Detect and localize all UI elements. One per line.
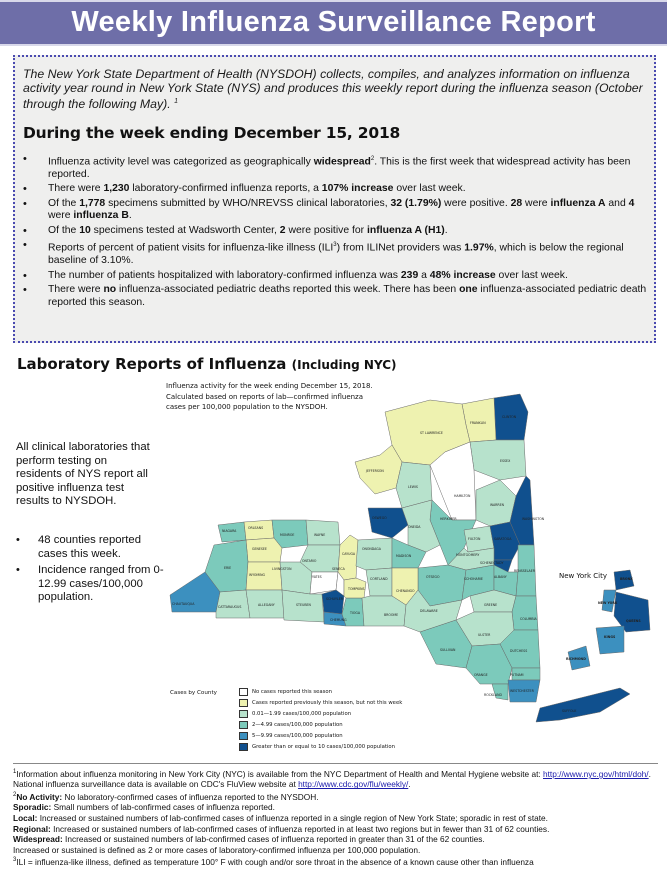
map-label-genesee: GENESEE: [252, 547, 267, 551]
legend-swatch: [239, 721, 248, 729]
intro-text: The New York State Department of Health (NYSDOH) collects, compiles, and analyzes information on influenza activity year round in New York State (NYS) and produces this weekly report during the influenza season (October through the following May).: [23, 67, 643, 112]
map-label-fulton: FULTON: [468, 537, 481, 541]
map-label-chemung: CHEMUNG: [330, 618, 347, 622]
map-label-cayuga: CAYUGA: [342, 552, 356, 556]
map-label-cortland: CORTLAND: [370, 577, 388, 581]
map-label-hamilton: HAMILTON: [454, 494, 471, 498]
map-label-schoharie: SCHOHARIE: [464, 577, 483, 581]
legend-swatch: [239, 688, 248, 696]
lab-reports-subtitle: (Including NYC): [291, 358, 397, 372]
map-label-broome: BROOME: [384, 613, 399, 617]
bullet-activity-level: • Influenza activity level was categorized as geographically widespread$^2$. This is the first week that widespread activity has been reported.: [23, 153, 648, 182]
map-label-ulster: ULSTER: [478, 633, 491, 637]
county-kings: [596, 626, 624, 654]
map-label-cattaraugus: CATTARAUGUS: [218, 605, 242, 609]
intro-footnote-mark: 1: [174, 98, 178, 105]
map-label-dutchess: DUTCHESS: [510, 649, 528, 653]
legend-title: Cases by County: [170, 690, 217, 696]
weekly-summary-box: [13, 55, 656, 343]
map-label-franklin: FRANKLIN: [470, 421, 486, 425]
footnote-ili: $^3$ILI = influenza-like illness, defined as temperature 100° F with cough and/or sore throat in the absence of a known cause other than influenza: [13, 857, 534, 868]
map-caption-line: Influenza activity for the week ending December 15, 2018.: [166, 382, 373, 390]
map-label-queens: QUEENS: [626, 619, 641, 623]
legend-swatch: [239, 732, 248, 740]
summary-bullets: [23, 153, 648, 311]
county-onondaga: [356, 538, 392, 570]
cdc-fluview-link[interactable]: http://www.cdc.gov/flu/weekly/: [298, 779, 409, 790]
map-label-stlawrence: ST LAWRENCE: [420, 431, 443, 435]
map-label-warren: WARREN: [490, 503, 504, 507]
map-label-lewis: LEWIS: [408, 485, 418, 489]
map-label-washington: WASHINGTON: [522, 517, 545, 521]
left-panel-list: [16, 534, 166, 608]
map-label-bronx: BRONX: [620, 577, 633, 581]
map-label-erie: ERIE: [224, 566, 232, 570]
footnote-1: $^1$Information about influenza monitoring in New York City (NYC) is available from the NYC Department of Health and Mental Hygiene website at: http://www.nyc.gov/html/doh/. National influenza surveillance data is available on CDC's FluView website at http://www.cdc.gov/flu/weekly/.: [13, 768, 651, 790]
bullet-ilinet: • Reports of percent of patient visits for influenza-like illness (ILI$^3$) from ILINet providers was 1.97%, which is below the regional baseline of 3.10%.: [23, 239, 648, 268]
county-columbia: [512, 596, 538, 630]
footnote-local: Local: Increased or sustained numbers of lab-confirmed cases of influenza reported in a single region of New York State; sporadic in rest of state.: [13, 812, 548, 823]
map-label-wayne: WAYNE: [314, 533, 326, 537]
map-label-richmond: RICHMOND: [566, 657, 586, 661]
legend-item: No cases reported this season: [239, 686, 402, 697]
legend-item: 5—9.99 cases/100,000 population: [239, 730, 402, 741]
map-label-chenango: CHENANGO: [396, 589, 415, 593]
legend-item: 2—4.99 cases/100,000 population: [239, 719, 402, 730]
map-label-orange: ORANGE: [474, 673, 488, 677]
county-rockland: [492, 684, 508, 700]
county-cortland: [366, 568, 392, 596]
bullet-specimens: • Of the 1,778 specimens submitted by WHO/NREVSS clinical laboratories, 32 (1.79%) were positive. 28 were influenza A and 4 were influenza B.: [23, 198, 648, 223]
footnote-sporadic: Sporadic: Small numbers of lab-confirmed cases of influenza reported.: [13, 802, 275, 813]
map-label-albany: ALBANY: [494, 575, 507, 579]
nyc-doh-link[interactable]: http://www.nyc.gov/html/doh/: [543, 768, 649, 779]
legend-item: Greater than or equal to 10 cases/100,000 population: [239, 741, 402, 752]
map-label-allegany: ALLEGANY: [258, 603, 275, 607]
map-legend: [239, 686, 402, 752]
legend-swatch: [239, 743, 248, 751]
county-queens: [614, 592, 650, 632]
map-label-orleans: ORLEANS: [248, 526, 264, 530]
map-label-westchester: WESTCHESTER: [510, 689, 534, 693]
map-label-yates: YATES: [312, 575, 322, 579]
map-label-livingston: LIVINGSTON: [272, 567, 292, 571]
legend-item: Cases reported previously this season, but not this week: [239, 697, 402, 708]
county-oswego: [368, 508, 408, 538]
map-label-steuben: STEUBEN: [296, 603, 311, 607]
map-label-schuyler: SCHUYLER: [326, 597, 343, 601]
report-banner: [0, 0, 667, 46]
map-label-rensselaer: RENSSELAER: [514, 569, 535, 573]
legend-item: 0.01—1.99 cases/100,000 population: [239, 708, 402, 719]
bullet-pediatric-deaths: • There were no influenza-associated pediatric deaths reported this week. There has been one influenza-associated pediatric death reported this season.: [23, 284, 648, 309]
map-caption-line: cases per 100,000 population to the NYSDOH.: [166, 403, 328, 411]
ny-county-map: [165, 390, 655, 730]
county-cayuga: [338, 535, 358, 580]
map-label-oneida: ONEIDA: [408, 525, 421, 529]
map-label-sullivan: SULLIVAN: [440, 648, 456, 652]
footnote-sustained: Increased or sustained is defined as 2 or more cases of laboratory-confirmed influenza per 100,000 population.: [13, 844, 421, 855]
legend-swatch: [239, 699, 248, 707]
map-label-schenectady: SCHENECTADY: [480, 561, 504, 565]
map-label-clinton: CLINTON: [502, 415, 517, 419]
map-caption-line: Calculated based on reports of lab—confirmed influenza: [166, 392, 364, 401]
footnote-widespread: Widespread: Increased or sustained numbers of lab-confirmed cases of influenza reported in greater than 31 of the 62 counties.: [13, 834, 485, 845]
nyc-inset-label: New York City: [559, 572, 607, 580]
map-label-saratoga: SARATOGA: [494, 537, 512, 541]
map-label-greene: GREENE: [484, 603, 498, 607]
left-panel-text: All clinical laboratories that perform testing on residents of NYS report all positive influenza test results to NYSDOH.: [16, 441, 150, 508]
map-label-montgomery: MONTGOMERY: [456, 553, 480, 557]
map-label-kings: KINGS: [604, 635, 616, 639]
map-label-otsego: OTSEGO: [426, 575, 440, 579]
map-label-tompkins: TOMPKINS: [348, 587, 365, 591]
map-label-wyoming: WYOMING: [249, 573, 265, 577]
map-label-essex: ESSEX: [500, 459, 511, 463]
week-heading: During the week ending December 15, 2018: [23, 124, 401, 142]
map-label-oswego: OSWEGO: [372, 516, 387, 520]
footnotes: [13, 763, 658, 868]
map-label-chautauqua: CHAUTAUQUA: [172, 602, 195, 606]
map-label-newyork: NEW YORK: [598, 601, 618, 605]
map-label-monroe: MONROE: [280, 533, 295, 537]
list-item: • Incidence ranged from 0-12.99 cases/100,000 population.: [16, 564, 166, 605]
county-broome: [362, 596, 406, 626]
map-label-herkimer: HERKIMER: [440, 517, 457, 521]
map-label-putnam: PUTNAM: [510, 673, 524, 677]
lab-reports-heading: [17, 355, 397, 373]
county-schuyler: [322, 590, 344, 614]
bullet-lab-reports: • There were 1,230 laboratory-confirmed influenza reports, a 107% increase over last week.: [23, 183, 648, 196]
map-label-jefferson: JEFFERSON: [366, 469, 384, 473]
map-label-suffolk: SUFFOLK: [562, 709, 577, 713]
map-label-seneca: SENECA: [332, 567, 345, 571]
footnote-no-activity: $^2$No Activity: No laboratory-confirmed cases of influenza reported to the NYSDOH.: [13, 791, 319, 802]
bullet-wadsworth: • Of the 10 specimens tested at Wadsworth Center, 2 were positive for influenza A (H1).: [23, 225, 648, 238]
county-essex: [470, 440, 526, 480]
footnote-regional: Regional: Increased or sustained numbers of lab-confirmed cases of influenza reported in at least two regions but in fewer than 31 of 62 counties.: [13, 823, 550, 834]
map-label-columbia: COLUMBIA: [520, 617, 537, 621]
lab-reports-title: Laboratory Reports of Influenza: [17, 355, 287, 373]
map-label-ontario: ONTARIO: [302, 559, 317, 563]
list-item: • 48 counties reported cases this week.: [16, 534, 166, 561]
county-suffolk: [536, 688, 630, 722]
county-cattaraugus: [216, 590, 250, 618]
map-label-madison: MADISON: [396, 554, 412, 558]
map-label-delaware: DELAWARE: [420, 609, 438, 613]
map-label-tioga: TIOGA: [350, 611, 361, 615]
bullet-hospitalized: • The number of patients hospitalized with laboratory-confirmed influenza was 239 a 48% increase over last week.: [23, 270, 648, 283]
county-orleans: [244, 520, 274, 540]
map-label-onondaga: ONONDAGA: [362, 547, 381, 551]
map-label-niagara: NIAGARA: [222, 529, 237, 533]
intro-paragraph: [23, 67, 648, 111]
report-title: Weekly Influenza Surveillance Report: [71, 6, 596, 38]
map-label-rockland: ROCKLAND: [484, 693, 502, 697]
legend-swatch: [239, 710, 248, 718]
